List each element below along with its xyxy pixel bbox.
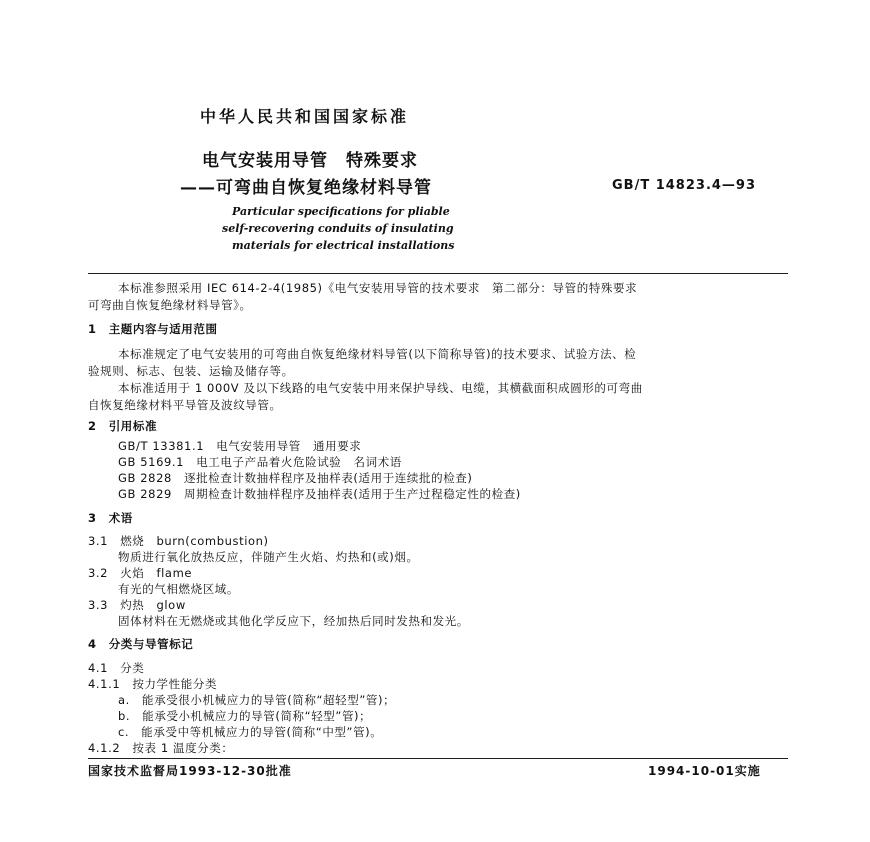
term-3-1-definition: 物质进行氧化放热反应，伴随产生火焰、灼热和(或)烟。	[118, 550, 419, 564]
english-title-line-2: self-recovering conduits of insulating	[222, 222, 454, 235]
section-2-title: 2 引用标准	[88, 419, 158, 433]
item-c: c. 能承受中等机械应力的导管(简称“中型”管)。	[118, 725, 383, 739]
term-3-2-definition: 有光的气相燃烧区域。	[118, 582, 239, 596]
national-standard-heading: 中华人民共和国国家标准	[200, 107, 410, 126]
approval-date: 国家技术监督局1993-12-30批准	[88, 764, 292, 778]
clause-4-1: 4.1 分类	[88, 661, 145, 675]
chinese-title-line-2: ——可弯曲自恢复绝缘材料导管	[180, 178, 432, 198]
intro-line-2: 可弯曲自恢复绝缘材料导管》。	[88, 298, 252, 312]
term-3-3-definition: 固体材料在无燃烧或其他化学反应下，经加热后同时发热和发光。	[118, 614, 469, 628]
section-1-line-2: 验规则、标志、包装、运输及储存等。	[88, 364, 294, 378]
section-1-title: 1 主题内容与适用范围	[88, 322, 218, 336]
chinese-title-line-1: 电气安装用导管 特殊要求	[202, 151, 418, 171]
footer-divider	[88, 758, 788, 759]
section-4-title: 4 分类与导管标记	[88, 637, 194, 651]
item-a: a. 能承受很小机械应力的导管(简称“超轻型”管)；	[118, 693, 396, 707]
english-title-line-1: Particular specifications for pliable	[232, 205, 450, 218]
reference-1: GB/T 13381.1 电气安装用导管 通用要求	[118, 439, 362, 453]
reference-2: GB 5169.1 电工电子产品着火危险试验 名词术语	[118, 455, 402, 469]
reference-3: GB 2828 逐批检查计数抽样程序及抽样表(适用于连续批的检查)	[118, 471, 473, 485]
section-1-line-3: 本标准适用于 1 000V 及以下线路的电气安装中用来保护导线、电缆，其横截面积成圆形的可弯曲	[118, 381, 643, 395]
term-3-3: 3.3 灼热 glow	[88, 598, 186, 612]
english-title-line-3: materials for electrical installations	[232, 239, 455, 252]
section-1-line-4: 自恢复绝缘材料平导管及波纹导管。	[88, 398, 282, 412]
term-3-2: 3.2 火焰 flame	[88, 566, 193, 580]
implementation-date: 1994-10-01实施	[648, 764, 761, 778]
term-3-1: 3.1 燃烧 burn(combustion)	[88, 534, 269, 548]
item-b: b. 能承受小机械应力的导管(简称“轻型”管)；	[118, 709, 372, 723]
intro-line-1: 本标准参照采用 IEC 614-2-4(1985)《电气安装用导管的技术要求 第二部分：导管的特殊要求	[118, 281, 638, 295]
section-1-line-1: 本标准规定了电气安装用的可弯曲自恢复绝缘材料导管(以下简称导管)的技术要求、试验方法、检	[118, 347, 637, 361]
section-3-title: 3 术语	[88, 511, 133, 525]
clause-4-1-1: 4.1.1 按力学性能分类	[88, 677, 218, 691]
clause-4-1-2: 4.1.2 按表 1 温度分类：	[88, 741, 234, 755]
reference-4: GB 2829 周期检查计数抽样程序及抽样表(适用于生产过程稳定性的检查)	[118, 487, 521, 501]
header-divider	[88, 273, 788, 274]
standard-number: GB/T 14823.4—93	[612, 178, 757, 193]
